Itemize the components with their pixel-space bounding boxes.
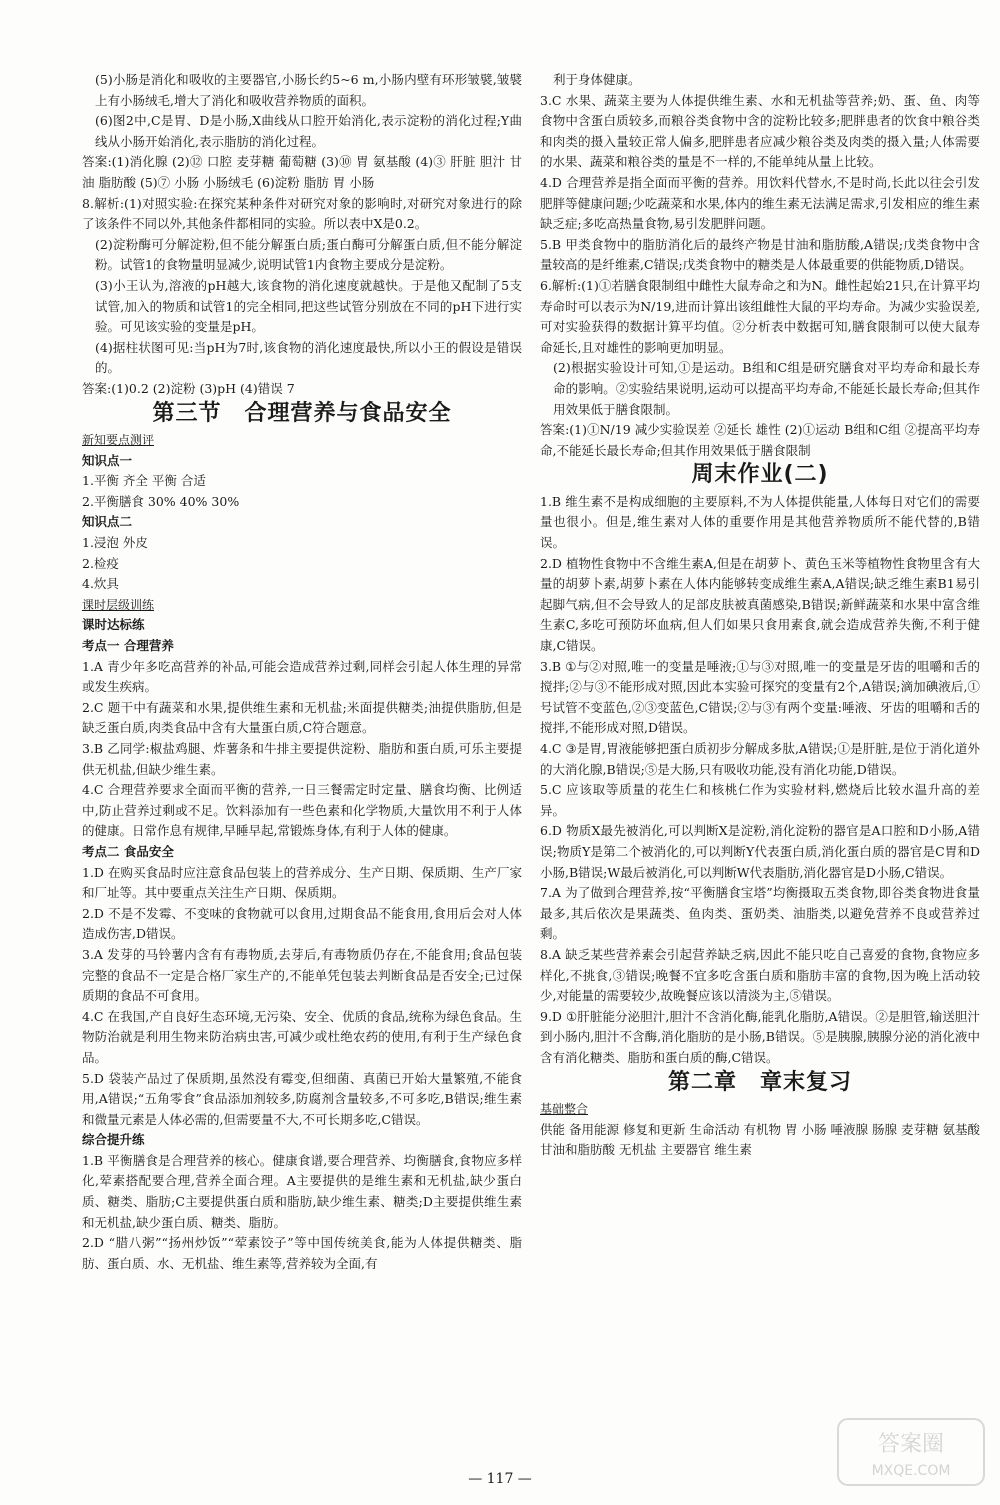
topic-heading: 考点二 食品安全 [82, 843, 174, 859]
answer-paragraph: 5.D 袋装产品过了保质期,虽然没有霉变,但细菌、真菌已开始大量繁殖,不能食用,A错误;“五角零食”食品添加剂较多,防腐剂含量较多,不可多吃,B错误;维生素和微量元素是人体必需的,但需要量不大,不可长期多吃,C错误。 [82, 1070, 522, 1127]
answer-paragraph: 2.平衡膳食 30% 40% 30% [82, 493, 240, 509]
answer-paragraph: 2.D 植物性食物中不含维生素A,但是在胡萝卜、黄色玉米等植物性食物里含有大量的胡萝卜素,胡萝卜素在人体内能够转变成维生素A,A错误;缺乏维生素B1易引起脚气病,但不会导致人的足部皮肤被真菌感染,B错误;新鲜蔬菜和水果中富含维生素C,多吃可预防坏血病,但人们如果只食用素食,就会造成营养失衡,不利于健康,C错误。 [540, 555, 980, 654]
answer-paragraph: (6)图2中,C是胃、D是小肠,X曲线从口腔开始消化,表示淀粉的消化过程;Y曲线从小肠开始消化,表示脂肪的消化过程。 [95, 113, 522, 149]
answer-paragraph: 4.C 合理营养要求全面而平衡的营养,一日三餐需定时定量、膳食均衡、比例适中,防止营养过剩或不足。饮料添加有一些色素和化学物质,大量饮用不利于人体的健康。日常作息有规律,早睡早起,常锻炼身体,有利于人体的健康。 [82, 782, 522, 839]
answer-paragraph: 9.D ①肝脏能分泌胆汁,胆汁不含消化酶,能乳化脂肪,A错误。②是胆管,输送胆汁到小肠内,胆汁不含酶,消化脂肪的是小肠,B错误。⑤是胰腺,胰腺分泌的消化液中含有消化糖类、脂肪和蛋白质的酶,C错误。 [540, 1008, 980, 1065]
answer-paragraph: 4.C 在我国,产自良好生态环境,无污染、安全、优质的食品,统称为绿色食品。生物防治就是利用生物来防治病虫害,可减少或杜绝农药的使用,有利于生产绿色食品。 [82, 1008, 522, 1065]
answer-paragraph: 5.C 应该取等质量的花生仁和核桃仁作为实验材料,燃烧后比较水温升高的差异。 [540, 782, 980, 818]
svg-text:答案圈: 答案圈 [877, 1432, 945, 1457]
answer-paragraph: 2.D “腊八粥”“扬州炒饭”“荤素饺子”等中国传统美食,能为人体提供糖类、脂肪、蛋白质、水、无机盐、维生素等,营养较为全面,有 [82, 1235, 522, 1271]
answer-paragraph: 8.A 缺乏某些营养素会引起营养缺乏病,因此不能只吃自己喜爱的食物,食物应多样化,不挑食,③错误;晚餐不宜多吃含蛋白质和脂肪丰富的食物,因为晚上活动较少,对能量的需要较少,故晚餐应该以清淡为主,⑤错误。 [540, 946, 980, 1004]
answer-paragraph: 1.A 青少年多吃高营养的补品,可能会造成营养过剩,同样会引起人体生理的异常或发生疾病。 [82, 658, 522, 695]
answer-paragraph: 7.A 为了做到合理营养,按“平衡膳食宝塔”均衡摄取五类食物,即谷类食物进食量最多,其后依次是果蔬类、鱼肉类、蛋奶类、油脂类,以避免营养不良或营养过剩。 [540, 885, 980, 942]
answer-paragraph: (2)根据实验设计可知,①是运动。B组和C组是研究膳食对平均寿命和最长寿命的影响。②实验结果说明,运动可以提高平均寿命,不能延长最长寿命;但其作用效果低于膳食限制。 [553, 360, 980, 417]
subsection-label: 基础整合 [540, 1102, 589, 1117]
answer-paragraph: 1.D 在购买食品时应注意食品包装上的营养成分、生产日期、保质期、生产厂家和厂址等。其中要重点关注生产日期、保质期。 [82, 864, 522, 901]
answer-paragraph: (5)小肠是消化和吸收的主要器官,小肠长约5~6 m,小肠内壁有环形皱襞,皱襞上有小肠绒毛,增大了消化和吸收营养物质的面积。 [95, 72, 522, 108]
answer-paragraph: 4.C ③是胃,胃液能够把蛋白质初步分解成多肽,A错误;①是肝脏,是位于消化道外的大消化腺,B错误;⑤是大肠,只有吸收功能,没有消化功能,D错误。 [540, 741, 980, 777]
answer-paragraph: 1.浸泡 外皮 [82, 535, 148, 551]
answer-paragraph: 1.B 平衡膳食是合理营养的核心。健康食谱,要合理营养、均衡膳食,食物应多样化,荤素搭配要合理,营养全面合理。A主要提供的是维生素和无机盐,缺少蛋白质、糖类、脂肪;C主要提供蛋白质和脂肪,缺少维生素、糖类;D主要提供维生素和无机盐,缺少蛋白质、糖类、脂肪。 [82, 1152, 522, 1230]
answer-paragraph: (4)据柱状图可见:当pH为7时,该食物的消化速度最快,所以小王的假设是错误的。 [95, 339, 522, 376]
answer-paragraph: 1.平衡 齐全 平衡 合适 [82, 473, 206, 489]
section-title: 第二章 章末复习 [667, 1069, 852, 1095]
answer-paragraph: (3)小王认为,溶液的pH越大,该食物的消化速度就越快。于是他又配制了5支试管,加入的物质和试管1的完全相同,把这些试管分别放在不同的pH下进行实验。可见该实验的变量是pH。 [95, 277, 522, 335]
section-title: 周末作业(二) [691, 462, 829, 488]
answer-paragraph: 2.C 题干中有蔬菜和水果,提供维生素和无机盐;米面提供糖类;油提供脂肪,但是缺乏蛋白质,肉类食品中含有大量蛋白质,C符合题意。 [82, 699, 522, 736]
topic-heading: 知识点二 [82, 514, 133, 530]
subsection-label: 新知要点测评 [82, 433, 155, 448]
page-number: — 117 — [468, 1471, 532, 1487]
watermark-logo [836, 1417, 986, 1487]
left-column [82, 70, 522, 1274]
subsection-label: 课时层级训练 [82, 597, 155, 612]
answer-paragraph: 答案:(1)消化腺 (2)⑫ 口腔 麦芽糖 葡萄糖 (3)⑩ 胃 氨基酸 (4)③ 肝脏 胆汁 甘油 脂肪酸 (5)⑦ 小肠 小肠绒毛 (6)淀粉 脂肪 胃 小肠 [82, 154, 522, 190]
topic-heading: 考点一 合理营养 [82, 638, 174, 654]
answer-paragraph: 5.B 甲类食物中的脂肪消化后的最终产物是甘油和脂肪酸,A错误;戊类食物中含量较高的是纤维素,C错误;戊类食物中的糖类是人体最重要的供能物质,D错误。 [540, 236, 980, 273]
answer-paragraph: 答案:(1)0.2 (2)淀粉 (3)pH (4)错误 7 [82, 380, 295, 396]
topic-heading: 课时达标练 [82, 617, 145, 633]
answer-paragraph: 3.B 乙同学:椒盐鸡腿、炸薯条和牛排主要提供淀粉、脂肪和蛋白质,可乐主要提供无机盐,但缺少维生素。 [82, 741, 522, 777]
answer-paragraph: 2.D 不是不发霉、不变味的食物就可以食用,过期食品不能食用,食用后会对人体造成伤害,D错误。 [82, 905, 522, 942]
answer-paragraph: 6.解析:(1)①若膳食限制组中雌性大鼠寿命之和为N。雌性起始21只,在计算平均寿命时可以表示为N/19,进而计算出该组雌性大鼠的平均寿命。为减少实验误差,可对实验获得的数据计算平均值。②分析表中数据可知,膳食限制可以使大鼠寿命延长,且对雄性的影响更加明显。 [540, 277, 980, 355]
topic-heading: 知识点一 [82, 452, 133, 468]
answer-paragraph: 3.C 水果、蔬菜主要为人体提供维生素、水和无机盐等营养;奶、蛋、鱼、肉等食物中含蛋白质较多,而粮谷类食物中含的淀粉比较多;肥胖患者的饮食中粮谷类和肉类的摄入量较正常人偏多,肥胖患者应减少粮谷类及肉类的摄入量;人体需要的水果、蔬菜和粮谷类的量是不一样的,不能单纯从量上比较。 [540, 92, 980, 170]
answer-paragraph: 供能 备用能源 修复和更新 生命活动 有机物 胃 小肠 唾液腺 肠腺 麦芽糖 氨基酸 甘油和脂肪酸 无机盐 主要器官 维生素 [540, 1121, 980, 1158]
answer-paragraph: 3.B ①与②对照,唯一的变量是唾液;①与③对照,唯一的变量是牙齿的咀嚼和舌的搅拌;②与③不能形成对照,因此本实验可探究的变量有2个,A错误;滴加碘液后,①号试管不变蓝色,②③变蓝色,C错误;②与③有两个变量:唾液、牙齿的咀嚼和舌的搅拌,不能形成对照,D错误。 [540, 658, 980, 736]
answer-paragraph: 6.D 物质X最先被消化,可以判断X是淀粉,消化淀粉的器官是A口腔和D小肠,A错误;物质Y是第二个被消化的,可以判断Y代表蛋白质,消化蛋白质的器官是C胃和D小肠,B错误;W最后被消化,可以判断W代表脂肪,消化器官是D小肠,C错误。 [540, 823, 980, 880]
answer-paragraph: 2.检疫 [82, 555, 119, 571]
right-column [540, 70, 980, 1161]
section-title: 第三节 合理营养与食品安全 [152, 400, 452, 426]
answer-paragraph: 4.D 合理营养是指全面而平衡的营养。用饮料代替水,不是时尚,长此以往会引发肥胖等健康问题;少吃蔬菜和水果,体内的维生素无法满足需求,引发相应的维生素缺乏症;多吃高热量食物,易引发肥胖问题。 [540, 174, 980, 232]
svg-text:MXQE.COM: MXQE.COM [871, 1463, 951, 1479]
answer-paragraph: (2)淀粉酶可分解淀粉,但不能分解蛋白质;蛋白酶可分解蛋白质,但不能分解淀粉。试管1的食物量明显减少,说明试管1内食物主要成分是淀粉。 [95, 236, 522, 273]
answer-paragraph: 3.A 发芽的马铃薯内含有有毒物质,去芽后,有毒物质仍存在,不能食用;食品包装完整的食品不一定是合格厂家生产的,不能单凭包装去判断食品是否安全;已过保质期的食品不可食用。 [82, 946, 522, 1004]
answer-paragraph: 8.解析:(1)对照实验:在探究某种条件对研究对象的影响时,对研究对象进行的除了该条件不同以外,其他条件都相同的实验。所以表中X是0.2。 [82, 195, 522, 232]
answer-paragraph: 4.炊具 [82, 576, 119, 592]
topic-heading: 综合提升练 [82, 1132, 145, 1148]
answer-paragraph: 答案:(1)①N/19 减少实验误差 ②延长 雄性 (2)①运动 B组和C组 ②提高平均寿命,不能延长最长寿命;但其作用效果低于膳食限制 [540, 422, 980, 458]
answer-paragraph: 利于身体健康。 [553, 72, 641, 87]
answer-paragraph: 1.B 维生素不是构成细胞的主要原料,不为人体提供能量,人体每日对它们的需要量也很小。但是,维生素对人体的重要作用是其他营养物质所不能代替的,B错误。 [540, 493, 980, 551]
